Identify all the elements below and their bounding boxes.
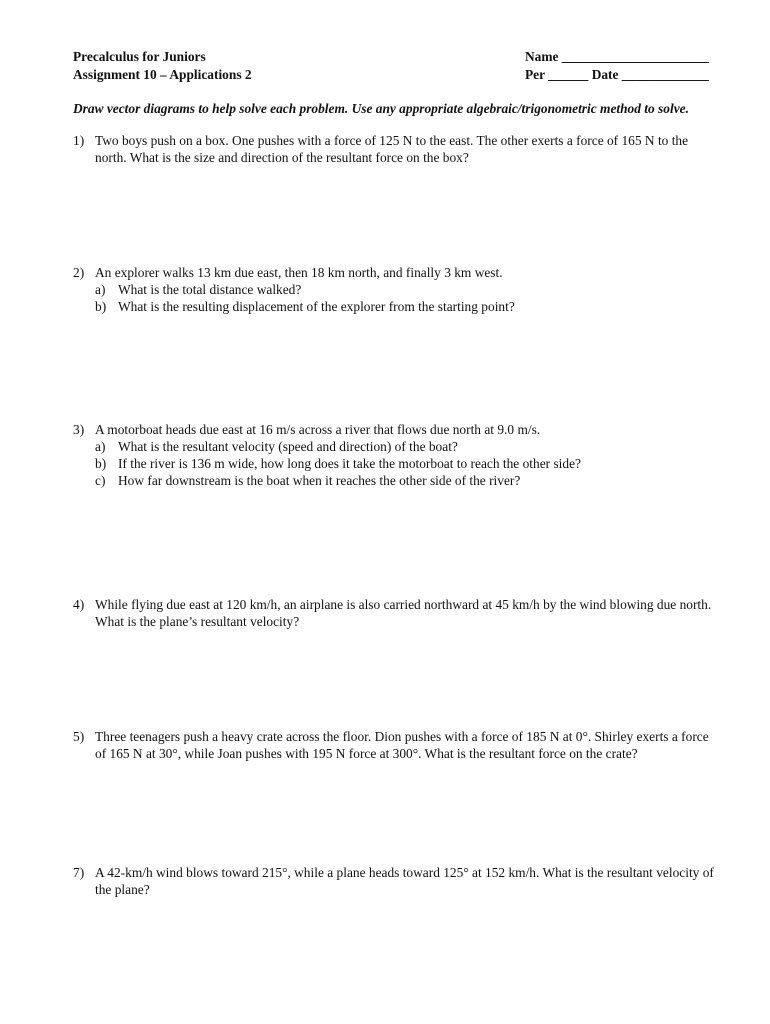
- problem-number: 4): [73, 597, 85, 612]
- part-letter: c): [95, 473, 106, 488]
- name-field: Name ______________________: [525, 49, 710, 64]
- problem-1: [73, 132, 723, 166]
- problem-7: [73, 864, 723, 898]
- problem-text: An explorer walks 13 km due east, then 18 km north, and finally 3 km west.: [95, 265, 503, 280]
- header-right: [525, 48, 709, 84]
- part-letter: b): [95, 299, 107, 314]
- course-title: Precalculus for Juniors: [73, 49, 206, 64]
- instructions: Draw vector diagrams to help solve each problem. Use any appropriate algebraic/trigonometric method to solve.: [73, 101, 689, 116]
- problem-number: 7): [73, 865, 85, 880]
- part-text: What is the resulting displacement of the explorer from the starting point?: [118, 299, 515, 314]
- problem-text: A motorboat heads due east at 16 m/s across a river that flows due north at 9.0 m/s.: [95, 422, 541, 437]
- problem-number: 2): [73, 265, 85, 280]
- part-letter: b): [95, 456, 107, 471]
- problem-text: Two boys push on a box. One pushes with a force of 125 N to the east. The other exerts a force of 165 N to the north. What is the size and direction of the resultant force on the box?: [95, 133, 689, 165]
- problem-3: [73, 421, 723, 489]
- problem-part: [73, 438, 723, 455]
- part-text: What is the total distance walked?: [118, 282, 302, 297]
- problem-number: 1): [73, 133, 85, 148]
- part-text: How far downstream is the boat when it reaches the other side of the river?: [118, 473, 521, 488]
- part-text: If the river is 136 m wide, how long does it take the motorboat to reach the other side?: [118, 456, 581, 471]
- part-letter: a): [95, 282, 106, 297]
- header-left: [73, 48, 252, 84]
- assignment-title: Assignment 10 – Applications 2: [73, 67, 252, 82]
- problem-2: [73, 264, 723, 315]
- per-date-field: Per ______ Date _____________: [525, 67, 709, 82]
- problem-part: [73, 281, 723, 298]
- part-letter: a): [95, 439, 106, 454]
- part-text: What is the resultant velocity (speed and direction) of the boat?: [118, 439, 458, 454]
- problem-part: [73, 455, 723, 472]
- problem-number: 3): [73, 422, 85, 437]
- problem-4: [73, 596, 723, 630]
- problem-part: [73, 472, 723, 489]
- problem-text: While flying due east at 120 km/h, an airplane is also carried northward at 45 km/h by the wind blowing due north. What is the plane’s resultant velocity?: [95, 597, 712, 629]
- problem-text: A 42-km/h wind blows toward 215°, while a plane heads toward 125° at 152 km/h. What is the resultant velocity of the plane?: [95, 865, 714, 897]
- problem-part: [73, 298, 723, 315]
- problem-text: Three teenagers push a heavy crate across the floor. Dion pushes with a force of 185 N at 0°. Shirley exerts a force of 165 N at 30°, while Joan pushes with 195 N force at 300°. What is the resultant force on the crate?: [95, 729, 709, 761]
- problem-5: [73, 728, 723, 762]
- problem-number: 5): [73, 729, 85, 744]
